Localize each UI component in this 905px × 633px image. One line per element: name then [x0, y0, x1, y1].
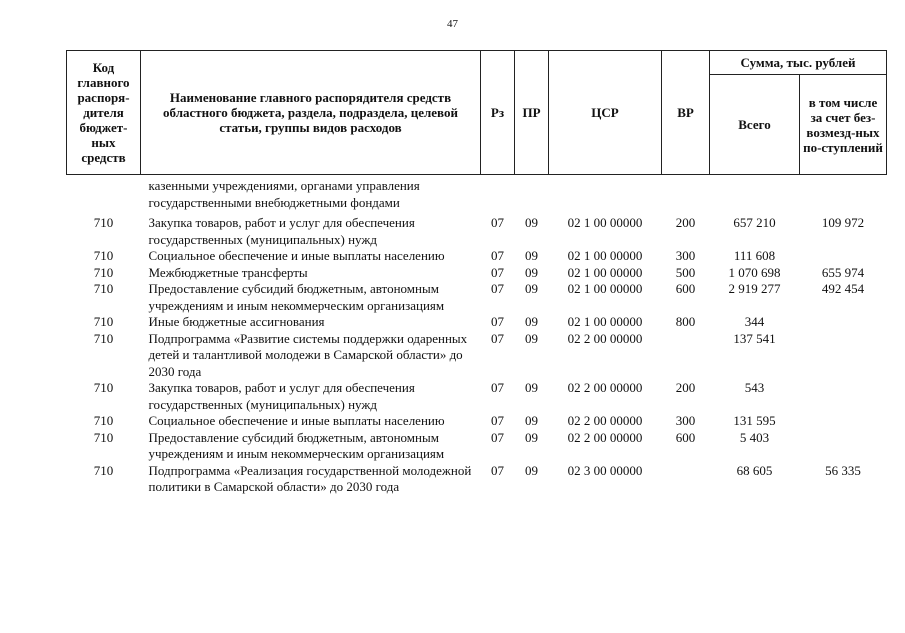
row-code: 710: [93, 330, 114, 346]
row-pr: 09: [525, 215, 538, 230]
row-pr: 09: [525, 429, 538, 445]
row-name: Предоставление субсидий бюджетным, автономным учреждениям и иным некоммерческим организациям: [148, 429, 445, 461]
row-rz: 07: [491, 380, 504, 395]
row-free: 655 974: [821, 264, 865, 280]
table-row: [67, 413, 887, 430]
row-rz: 07: [491, 215, 504, 230]
row-total: 5 403: [739, 429, 770, 445]
row-vr: 200: [675, 380, 696, 395]
table-row: [67, 331, 887, 381]
row-rz: 07: [491, 264, 504, 280]
row-free: 492 454: [821, 281, 865, 296]
row-name: Закупка товаров, работ и услуг для обеспечения государственных (муниципальных) нужд: [148, 215, 415, 247]
row-pr: 09: [525, 462, 538, 478]
row-pr: 09: [525, 330, 538, 346]
row-pr: 09: [525, 314, 538, 329]
row-csr: 02 1 00 00000: [567, 264, 643, 280]
budget-table: [66, 50, 887, 496]
table-header: [67, 51, 887, 175]
row-code: 710: [93, 380, 114, 395]
row-rz: 07: [491, 413, 504, 428]
row-free: [800, 430, 887, 463]
row-vr: [662, 331, 710, 381]
row-code: 710: [93, 264, 114, 280]
row-name: Подпрограмма «Развитие системы поддержки одаренных детей и талантливой молодежи в Самарской области» до 2030 года: [148, 330, 468, 379]
row-name: Иные бюджетные ассигнования: [148, 314, 325, 329]
row-name: Социальное обеспечение и иные выплаты населению: [148, 413, 445, 428]
row-csr: 02 1 00 00000: [567, 281, 643, 296]
row-csr: 02 1 00 00000: [567, 248, 643, 263]
row-code: 710: [93, 413, 114, 428]
row-name: Подпрограмма «Реализация государственной молодежной политики в Самарской области» до 2030 года: [148, 462, 472, 494]
row-csr: 02 2 00 00000: [567, 380, 643, 395]
row-rz: 07: [491, 248, 504, 263]
header-pr: ПР: [515, 51, 549, 175]
header-total: Всего: [710, 75, 800, 175]
row-csr: 02 1 00 00000: [567, 215, 643, 230]
row-csr: 02 1 00 00000: [567, 314, 643, 329]
row-free: [800, 380, 887, 413]
continuation-row: [67, 175, 887, 212]
row-total: 137 541: [733, 330, 776, 346]
row-vr: 200: [675, 215, 696, 230]
header-rz: Рз: [481, 51, 515, 175]
row-pr: 09: [525, 281, 538, 296]
row-csr: 02 2 00 00000: [567, 330, 643, 346]
row-free: 109 972: [821, 215, 865, 230]
row-name: Закупка товаров, работ и услуг для обеспечения государственных (муниципальных) нужд: [148, 380, 415, 412]
row-csr: 02 3 00 00000: [567, 462, 643, 478]
row-rz: 07: [491, 281, 504, 296]
row-name: Социальное обеспечение и иные выплаты населению: [148, 248, 445, 263]
row-free: [800, 331, 887, 381]
row-vr: 300: [675, 413, 696, 428]
header-code: Код главного распоря-дителя бюджет-ных средств: [67, 51, 141, 175]
header-sum: Сумма, тыс. рублей: [710, 51, 887, 75]
row-rz: 07: [491, 314, 504, 329]
table-row: [67, 380, 887, 413]
table-row: [67, 248, 887, 265]
row-code: 710: [93, 215, 114, 230]
header-including: в том числе за счет без-возмезд-ных по-ступлений: [800, 75, 887, 175]
row-total: 344: [744, 314, 765, 329]
row-total: 68 605: [736, 462, 773, 478]
header-csr: ЦСР: [549, 51, 662, 175]
row-free: [800, 248, 887, 265]
row-code: 710: [93, 429, 114, 445]
row-rz: 07: [491, 429, 504, 445]
row-vr: [662, 463, 710, 496]
row-free: 56 335: [825, 462, 861, 478]
row-total: 543: [744, 380, 765, 395]
row-vr: 500: [675, 264, 696, 280]
row-free: [800, 413, 887, 430]
row-pr: 09: [525, 264, 538, 280]
row-csr: 02 2 00 00000: [567, 429, 643, 445]
header-vr: ВР: [662, 51, 710, 175]
table-row: [67, 211, 887, 248]
row-rz: 07: [491, 462, 504, 478]
row-total: 657 210: [733, 215, 776, 230]
row-pr: 09: [525, 248, 538, 263]
table-body: [67, 175, 887, 496]
row-code: 710: [93, 314, 114, 329]
page-number: 47: [447, 18, 458, 30]
table-row: [67, 265, 887, 282]
row-pr: 09: [525, 380, 538, 395]
row-total: 131 595: [733, 413, 776, 428]
row-code: 710: [93, 281, 114, 296]
row-rz: 07: [491, 330, 504, 346]
row-total: 2 919 277: [728, 281, 781, 296]
row-pr: 09: [525, 413, 538, 428]
row-name: Предоставление субсидий бюджетным, автономным учреждениям и иным некоммерческим организациям: [148, 281, 445, 313]
row-vr: 300: [675, 248, 696, 263]
table-row: [67, 463, 887, 496]
header-name: Наименование главного распорядителя средств областного бюджета, раздела, подраздела, целевой статьи, группы видов расходов: [141, 51, 481, 175]
table-row: [67, 430, 887, 463]
row-vr: 600: [675, 429, 696, 445]
row-name: Межбюджетные трансферты: [148, 264, 308, 280]
row-code: 710: [93, 462, 114, 478]
table-row: [67, 314, 887, 331]
continuation-text: казенными учреждениями, органами управления государственными внебюджетными фондами: [148, 178, 420, 210]
row-vr: 800: [675, 314, 696, 329]
row-free: [800, 314, 887, 331]
table-row: [67, 281, 887, 314]
row-total: 111 608: [733, 248, 776, 263]
row-csr: 02 2 00 00000: [567, 413, 643, 428]
row-vr: 600: [675, 281, 696, 296]
row-code: 710: [93, 248, 114, 263]
row-total: 1 070 698: [728, 264, 781, 280]
